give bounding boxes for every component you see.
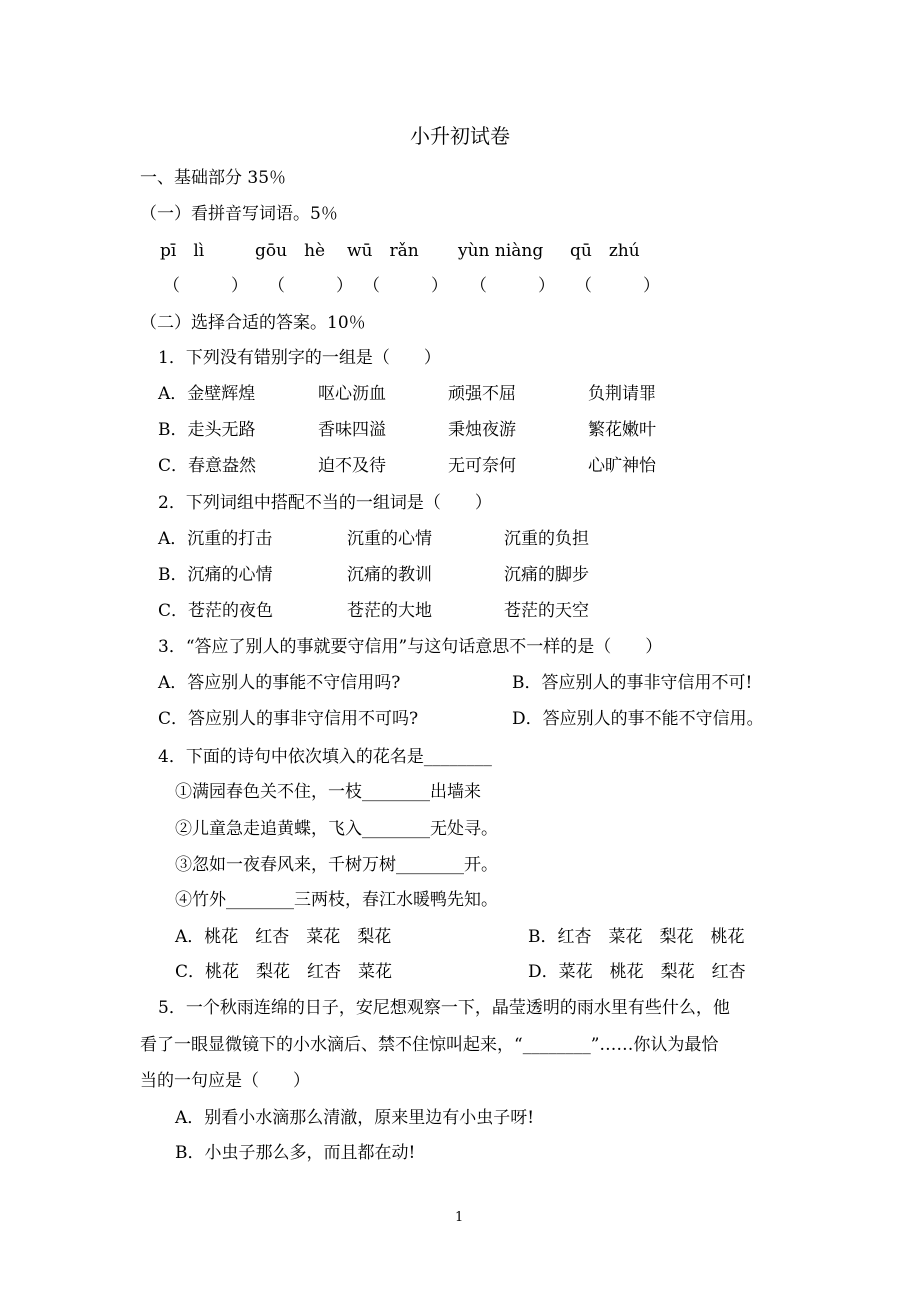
- question-stem: 4．下面的诗句中依次填入的花名是________: [158, 747, 492, 767]
- question-text: 看了一眼显微镜下的小水滴后、禁不住惊叫起来，“________”……你认为最恰: [140, 1035, 719, 1055]
- option: A．沉重的打击: [158, 529, 273, 549]
- poem-line: ③忽如一夜春风来，千树万树________开。: [175, 855, 498, 875]
- answer-blank[interactable]: （ ）: [163, 276, 248, 296]
- pinyin: qū zhú: [570, 241, 640, 261]
- option: 迫不及待: [318, 456, 386, 476]
- option: C．春意盎然: [158, 456, 257, 476]
- poem-line: ②儿童急走追黄蝶，飞入________无处寻。: [175, 819, 498, 839]
- option: 秉烛夜游: [448, 420, 516, 440]
- answer-blank[interactable]: （ ）: [470, 276, 555, 296]
- answer-blank[interactable]: （ ）: [268, 276, 353, 296]
- option: B．红杏 菜花 梨花 桃花: [528, 927, 745, 947]
- option: 无可奈何: [448, 456, 516, 476]
- option: C．苍茫的夜色: [158, 601, 274, 621]
- option: 繁花嫩叶: [588, 420, 656, 440]
- question-text: 当的一句应是（ ）: [140, 1071, 310, 1091]
- poem-line: ④竹外________三两枝，春江水暖鸭先知。: [175, 890, 498, 910]
- option: B．小虫子那么多，而且都在动!: [175, 1143, 416, 1163]
- question-stem: 2．下列词组中搭配不当的一组词是（ ）: [158, 493, 492, 513]
- answer-blank[interactable]: （ ）: [575, 276, 660, 296]
- pinyin: pī lì: [160, 241, 205, 261]
- option: D．答应别人的事不能不守信用。: [512, 709, 764, 729]
- option: 苍茫的天空: [504, 601, 589, 621]
- option: A．答应别人的事能不守信用吗?: [158, 673, 401, 693]
- question-stem: 1．下列没有错别字的一组是（ ）: [158, 348, 441, 368]
- option: A．金壁辉煌: [158, 384, 256, 404]
- page-title: 小升初试卷: [410, 124, 510, 148]
- option: A．桃花 红杏 菜花 梨花: [175, 927, 392, 947]
- pinyin: yùn niàng: [458, 241, 544, 261]
- option: B．答应别人的事非守信用不可!: [512, 673, 753, 693]
- pinyin: wū rǎn: [347, 241, 419, 261]
- option: 呕心沥血: [318, 384, 386, 404]
- option: 苍茫的大地: [347, 601, 432, 621]
- question-stem: 3．“答应了别人的事就要守信用”与这句话意思不一样的是（ ）: [158, 637, 663, 657]
- part2-heading: （二）选择合适的答案。10％: [140, 313, 366, 333]
- option: B．沉痛的心情: [158, 565, 273, 585]
- option: 沉痛的脚步: [504, 565, 589, 585]
- option: 沉痛的教训: [347, 565, 432, 585]
- answer-blank[interactable]: （ ）: [363, 276, 448, 296]
- option: 顽强不屈: [448, 384, 516, 404]
- option: 沉重的心情: [347, 529, 432, 549]
- option: B．走头无路: [158, 420, 256, 440]
- option: 沉重的负担: [504, 529, 589, 549]
- option: C．答应别人的事非守信用不可吗?: [158, 709, 419, 729]
- section-heading: 一、基础部分 35％: [140, 168, 287, 188]
- poem-line: ①满园春色关不住，一枝________出墙来: [175, 782, 481, 802]
- option: 香味四溢: [318, 420, 386, 440]
- option: A．别看小水滴那么清澈，原来里边有小虫子呀!: [175, 1108, 535, 1128]
- option: 负荆请罪: [588, 384, 656, 404]
- pinyin: gōu hè: [255, 241, 326, 261]
- part1-heading: （一）看拼音写词语。5％: [140, 204, 338, 224]
- question-text: 5．一个秋雨连绵的日子，安尼想观察一下，晶莹透明的雨水里有些什么，他: [158, 998, 730, 1018]
- option: D．菜花 桃花 梨花 红杏: [528, 962, 746, 982]
- option: C．桃花 梨花 红杏 菜花: [175, 962, 393, 982]
- page-number: 1: [455, 1210, 464, 1225]
- option: 心旷神怡: [588, 456, 656, 476]
